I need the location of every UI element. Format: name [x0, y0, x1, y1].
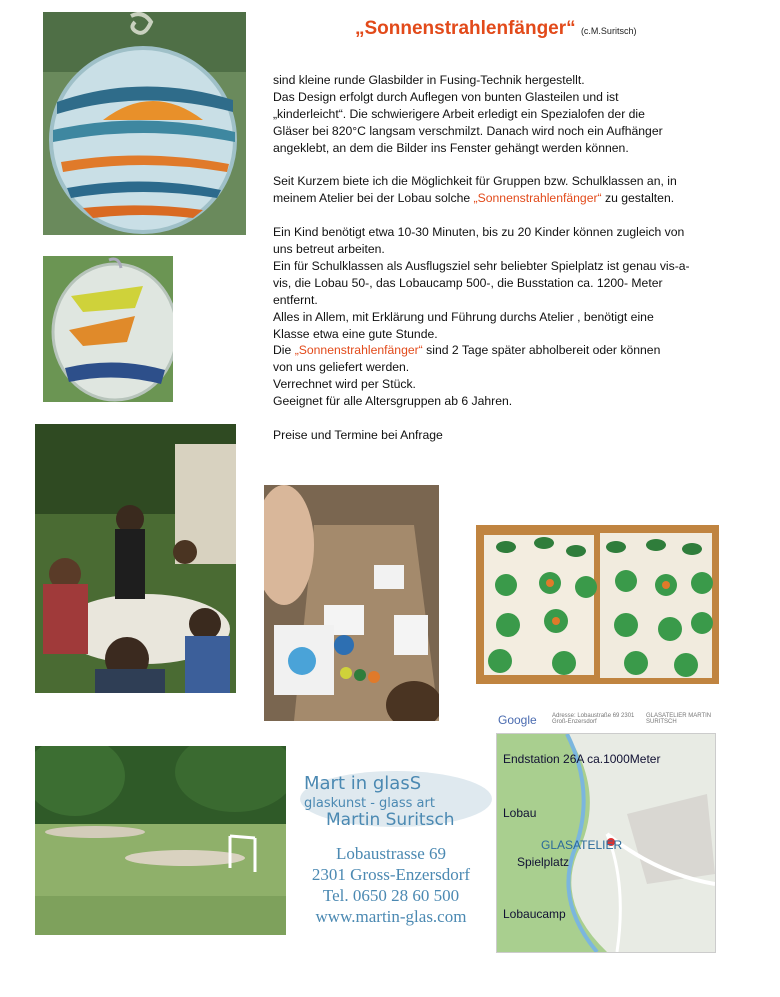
text-segment: zu gestalten. — [601, 191, 675, 206]
paragraph-intro — [273, 72, 715, 157]
text-line: Das Design erfolgt durch Auflegen von bunten Glasteilen und ist — [273, 89, 619, 104]
highlight-term: „Sonnenstrahlenfänger“ — [294, 343, 423, 358]
contact-city: 2301 Gross-Enzersdorf — [311, 865, 471, 884]
map-label-endstation: Endstation 26A ca.1000Meter — [503, 752, 661, 766]
text-line: Ein für Schulklassen als Ausflugsziel sehr beliebter Spielplatz ist genau vis-a- — [273, 258, 690, 273]
contact-street: Lobaustrasse 69 — [335, 844, 446, 863]
text-line: angeklebt, an dem die Bilder ins Fenster gehängt werden können. — [273, 140, 629, 155]
text-line: Gläser bei 820°C langsam verschmilzt. Danach wird noch ein Aufhänger — [273, 123, 663, 138]
text-line: Seit Kurzem biete ich die Möglichkeit für Gruppen bzw. Schulklassen an, in — [273, 174, 677, 189]
text-line: entfernt. — [273, 292, 318, 307]
page-title — [355, 18, 636, 40]
map-header — [478, 697, 720, 733]
glass-small-photo — [43, 256, 173, 402]
text-line: Alles in Allem, mit Erklärung und Führung durchs Atelier , benötigt eine — [273, 309, 654, 324]
workshop-garden-photo — [35, 424, 236, 693]
text-line: Ein Kind benötigt etwa 10-30 Minuten, bis zu 20 Kinder können zugleich von — [273, 225, 685, 240]
paragraph-offer — [273, 173, 715, 207]
workshop-table-photo — [264, 485, 439, 721]
map-header-title: GLASATELIER MARTIN SURITSCH — [646, 713, 712, 725]
paragraph-details — [273, 224, 715, 410]
text-line: vis, die Lobau 50-, das Lobaucamp 500-, die Busstation ca. 1200- Meter — [273, 275, 663, 290]
location-map[interactable] — [496, 733, 716, 953]
map-label-lobau: Lobau — [503, 806, 537, 820]
logo-line1: Mart in glasS — [304, 773, 422, 794]
contact-phone: Tel. 0650 28 60 500 — [322, 886, 460, 905]
text-line — [273, 190, 715, 207]
text-segment: Die — [273, 343, 295, 358]
contact-website[interactable]: www.martin-glas.com — [315, 907, 467, 926]
paragraph-contact-note: Preise und Termine bei Anfrage — [273, 427, 443, 442]
glass-sun-photo — [43, 12, 246, 235]
title-credit: (c.M.Suritsch) — [580, 26, 637, 36]
text-line: sind kleine runde Glasbilder in Fusing-Technik hergestellt. — [273, 73, 585, 87]
brand-logo — [296, 767, 494, 831]
google-logo: Google — [498, 713, 537, 727]
contact-block — [296, 843, 486, 927]
description-text — [273, 72, 715, 461]
text-segment: sind 2 Tage später abholbereit oder können — [422, 343, 661, 358]
text-line: von uns geliefert werden. — [273, 360, 410, 375]
text-line: Klasse etwa eine gute Stunde. — [273, 326, 438, 341]
text-line: „kinderleicht“. Die schwierigere Arbeit erledigt ein Spezialofen der die — [273, 106, 645, 121]
logo-line3: Martin Suritsch — [326, 810, 455, 830]
map-address: Adresse: Lobaustraße 69 2301 Groß-Enzersdorf — [552, 713, 635, 725]
text-segment: meinem Atelier bei der Lobau solche — [273, 191, 474, 206]
map-label-glasatelier: GLASATELIER — [541, 838, 623, 852]
text-line: Verrechnet wird per Stück. — [273, 377, 416, 392]
logo-line2: glaskunst - glass art — [304, 796, 435, 811]
finished-pieces-photo — [476, 525, 719, 684]
highlight-term: „Sonnenstrahlenfänger“ — [473, 191, 602, 206]
map-label-spielplatz: Spielplatz — [517, 855, 570, 869]
text-line: Geeignet für alle Altersgruppen ab 6 Jahren. — [273, 394, 513, 409]
text-line: uns betreut arbeiten. — [273, 242, 385, 257]
playground-photo — [35, 746, 286, 935]
map-label-lobaucamp: Lobaucamp — [503, 907, 566, 921]
text-line — [273, 342, 715, 359]
title-text: „Sonnenstrahlenfänger“ — [355, 18, 576, 39]
